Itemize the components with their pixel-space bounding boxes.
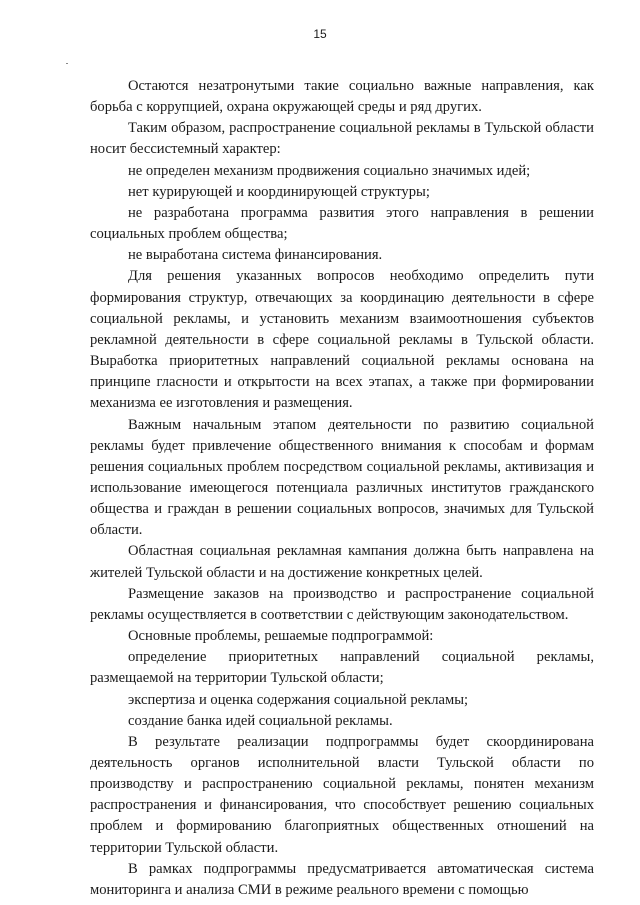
- paragraph-7: Основные проблемы, решаемые подпрограммой:: [128, 628, 434, 645]
- list-item-7: создание банка идей социальной рекламы.: [128, 712, 393, 729]
- document-body: [90, 76, 594, 901]
- paragraph-8: В результате реализации подпрограммы будет скоординирована деятельность органов исполнительной власти Тульской области по производству и распространению социальной рекламы, понятен механизм распространения и финансирования, что способствует решению социальных проблем и формированию благоприятных общественных отношений на территории Тульской области.: [90, 733, 594, 856]
- list-item-2: нет курирующей и координирующей структуры;: [128, 183, 430, 200]
- list-item-4: не выработана система финансирования.: [128, 247, 383, 264]
- list-item-3: не разработана программа развития этого направления в решении социальных проблем общества;: [90, 204, 594, 243]
- scan-mark: [66, 63, 68, 64]
- paragraph-1: Остаются незатронутыми такие социально важные направления, как борьба с коррупцией, охрана окружающей среды и ряд других.: [90, 78, 594, 116]
- page-number: 15: [313, 27, 327, 41]
- list-item-5: определение приоритетных направлений социальной рекламы, размещаемой на территории Тульской области;: [90, 649, 594, 687]
- paragraph-9: В рамках подпрограммы предусматривается автоматическая система мониторинга и анализа СМИ в режиме реального времени с помощью: [90, 860, 594, 898]
- list-item-6: экспертиза и оценка содержания социальной рекламы;: [128, 691, 469, 708]
- list-item-1: не определен механизм продвижения социально значимых идей;: [128, 162, 531, 179]
- paragraph-4: Важным начальным этапом деятельности по развитию социальной рекламы будет привлечение общественного внимания к способам и формам решения социальных проблем посредством социальной рекламы, активизация и использование имеющегося потенциала различных институтов гражданского общества и граждан в решении социальных вопросов, значимых для Тульской области.: [90, 416, 594, 539]
- paragraph-6: Размещение заказов на производство и распространение социальной рекламы осуществляется в соответствии с действующим законодательством.: [90, 585, 594, 623]
- paragraph-5: Областная социальная рекламная кампания должна быть направлена на жителей Тульской области и на достижение конкретных целей.: [90, 543, 594, 581]
- paragraph-2: Таким образом, распространение социальной рекламы в Тульской области носит бессистемный характер:: [90, 120, 594, 158]
- paragraph-3: Для решения указанных вопросов необходимо определить пути формирования структур, отвечающих за координацию деятельности в сфере социальной рекламы, и установить механизм взаимоотношения субъектов рекламной деятельности в сфере социальной рекламы в Тульской области. Выработка приоритетных направлений социальной рекламы основана на принципе гласности и открытости на всех этапах, а также при формировании механизма ее изготовления и размещения.: [90, 268, 594, 412]
